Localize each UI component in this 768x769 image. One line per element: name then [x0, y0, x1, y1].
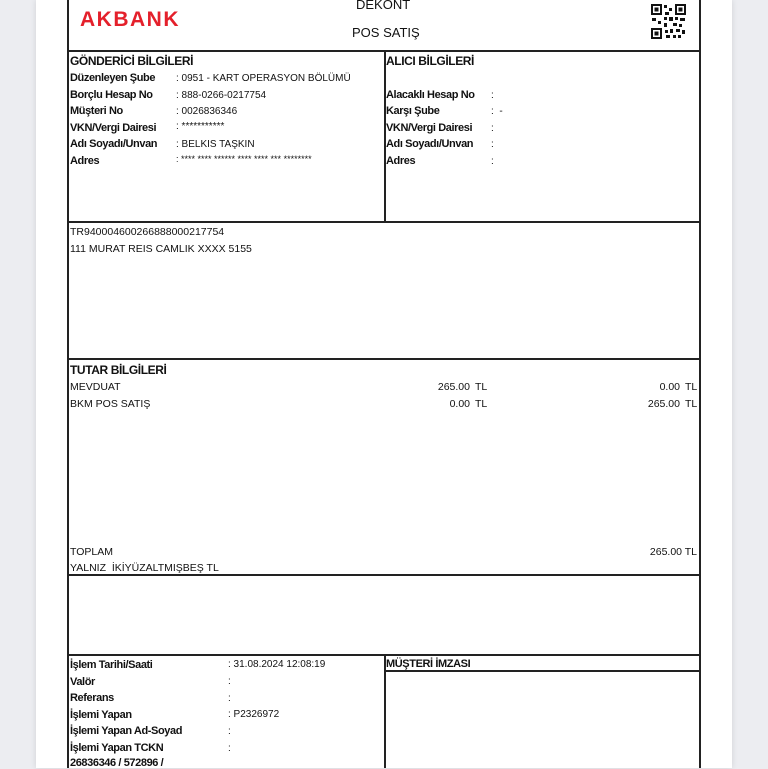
divider-amounts-bottom — [67, 574, 700, 576]
frame-left-border — [67, 0, 69, 768]
sender-value-branch: : 0951 - KART OPERASYON BÖLÜMÜ — [176, 73, 351, 84]
total-in-words: YALNIZ İKİYÜZALTMIŞBEŞ TL — [70, 562, 219, 574]
sender-label-account: Borçlu Hesap No — [70, 89, 153, 101]
receiver-value-account: : — [491, 90, 494, 101]
amount-row-credit-currency: TL — [685, 381, 698, 393]
sender-label-tax: VKN/Vergi Dairesi — [70, 122, 157, 134]
receiver-label-tax: VKN/Vergi Dairesi — [386, 122, 473, 134]
akbank-logo: AKBANK — [80, 8, 180, 31]
divider-sender-receiver — [384, 50, 386, 221]
receiver-value-name: : — [491, 139, 494, 150]
sender-label-branch: Düzenleyen Şube — [70, 72, 156, 84]
divider-description-bottom — [67, 358, 700, 360]
receiver-label-name: Adı Soyadı/Unvan — [386, 138, 474, 150]
amount-row-credit: 0.00 — [659, 381, 680, 393]
transaction-label-operator: İşlemi Yapan — [70, 709, 132, 721]
transaction-value-operator: : P2326972 — [228, 709, 280, 720]
divider-signature-heading — [384, 670, 700, 672]
receiver-value-branch: : - — [491, 106, 503, 117]
receiver-value-tax: : — [491, 123, 494, 134]
sender-label-customer-no: Müşteri No — [70, 105, 123, 117]
transaction-label-valor: Valör — [70, 676, 95, 688]
description-iban: TR940004600266888000217754 — [70, 226, 225, 238]
receiver-heading: ALICI BİLGİLERİ — [386, 54, 474, 68]
divider-transaction-signature — [384, 655, 386, 768]
transaction-value-operator-name: : — [228, 726, 231, 737]
sender-value-name: : BELKIS TAŞKIN — [176, 139, 255, 150]
amount-row-debit: 0.00 — [449, 398, 470, 410]
qr-code-icon — [650, 3, 687, 40]
sender-value-customer-no: : 0026836346 — [176, 106, 238, 117]
amount-row-credit: 265.00 — [647, 398, 680, 410]
sender-label-name: Adı Soyadı/Unvan — [70, 138, 158, 150]
transaction-value-reference: : — [228, 693, 231, 704]
transaction-label-operator-tckn: İşlemi Yapan TCKN — [70, 742, 164, 754]
transaction-value-operator-tckn: : — [228, 743, 231, 754]
sender-label-address: Adres — [70, 155, 100, 167]
amount-row-debit-currency: TL — [475, 381, 488, 393]
amount-row-debit: 265.00 — [437, 381, 470, 393]
document-title: DEKONT — [356, 0, 411, 12]
amount-row-debit-currency: TL — [475, 398, 488, 410]
total-label: TOPLAM — [70, 546, 113, 558]
transaction-value-valor: : — [228, 676, 231, 687]
transaction-label-date: İşlem Tarihi/Saati — [70, 659, 153, 671]
description-text: 111 MURAT REIS CAMLIK XXXX 5155 — [70, 243, 252, 255]
sender-value-address: : **** **** ****** **** **** *** ******** — [176, 154, 312, 164]
amount-row-credit-currency: TL — [685, 398, 698, 410]
receiver-label-account: Alacaklı Hesap No — [386, 89, 475, 101]
transaction-label-reference: Referans — [70, 692, 114, 704]
receiver-label-address: Adres — [386, 155, 416, 167]
sender-value-tax: : *********** — [176, 121, 225, 132]
divider-parties-bottom — [67, 221, 700, 223]
sender-heading: GÖNDERİCİ BİLGİLERİ — [70, 54, 194, 68]
signature-heading: MÜŞTERİ İMZASI — [386, 658, 471, 670]
amount-row-name: BKM POS SATIŞ — [70, 398, 151, 410]
amount-row-name: MEVDUAT — [70, 381, 121, 393]
amounts-heading: TUTAR BİLGİLERİ — [70, 363, 167, 377]
frame-right-border — [699, 0, 701, 768]
receipt-page — [36, 0, 732, 768]
total-value: 265.00 TL — [649, 546, 697, 558]
receiver-value-address: : — [491, 156, 494, 167]
sender-value-account: : 888-0266-0217754 — [176, 90, 267, 101]
receiver-label-branch: Karşı Şube — [386, 105, 440, 117]
transaction-value-date: : 31.08.2024 12:08:19 — [228, 659, 326, 670]
transaction-footer-reference: 26836346 / 572896 / — [70, 757, 164, 769]
transaction-label-operator-name: İşlemi Yapan Ad-Soyad — [70, 725, 183, 737]
document-subtitle: POS SATIŞ — [352, 25, 420, 40]
